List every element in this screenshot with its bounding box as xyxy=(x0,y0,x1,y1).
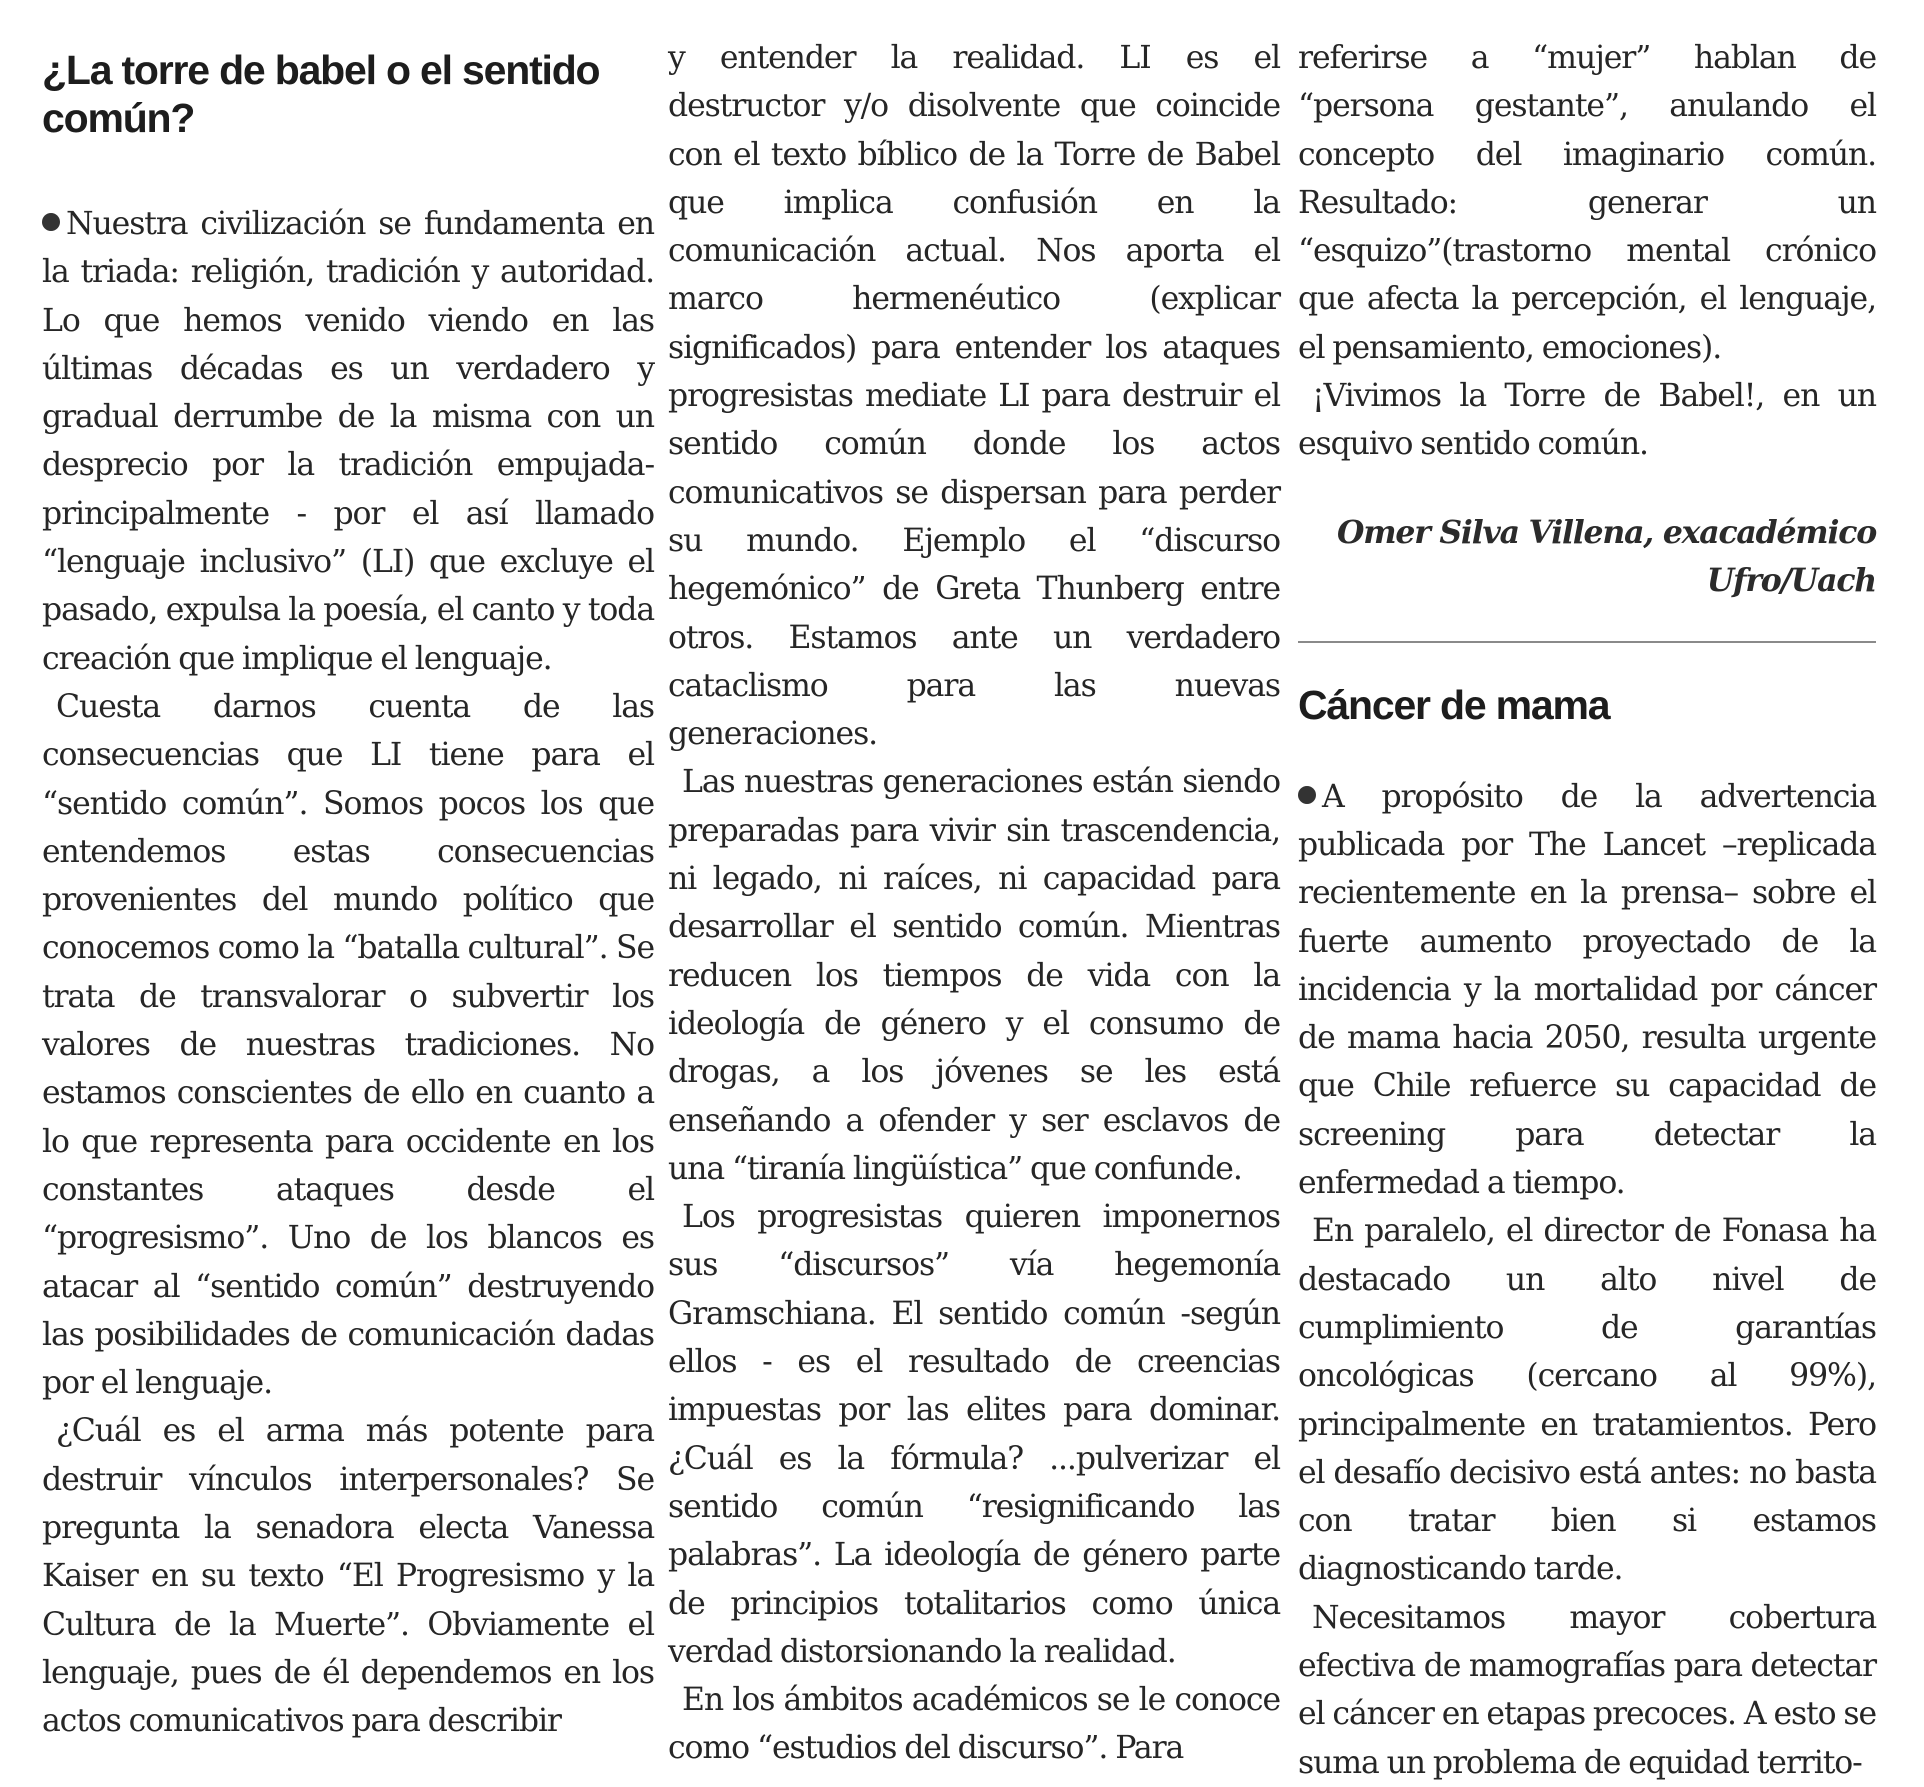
letter-1-paragraph: ¿Cuál es el arma más potente para destruir vínculos interpersonales? Se pregunta la senadora electa Vanessa Kaiser en su texto “El Progresismo y la Cultura de la Muerte”. Obviamente el lenguaje, pues de él dependemos en los actos comunicativos para describir xyxy=(42,1413,654,1740)
letter-2-paragraph: Necesitamos mayor cobertura efectiva de mamografías para detectar el cáncer en etapas precoces. A esto se suma un problema de equidad territo- xyxy=(1298,1599,1876,1781)
letter-1-paragraph: ¡Vivimos la Torre de Babel!, en un esquivo sentido común. xyxy=(1298,378,1876,463)
section-divider xyxy=(1298,641,1876,643)
letter-1-paragraph: En los ámbitos académicos se le conoce como “estudios del discurso”. Para xyxy=(668,1682,1280,1767)
letter-1-paragraph: Los progresistas quieren imponernos sus “discursos” vía hegemonía Gramschiana. El sentido común -según ellos - es el resultado de creencias impuestas por las elites para dominar. ¿Cuál es la fórmula? ...pulverizar el sentido común “resignificando las palabras”. La ideología de género parte de principios totalitarios como única verdad distorsionando la realidad. xyxy=(668,1199,1280,1670)
letter-1-paragraph: Cuesta darnos cuenta de las consecuencias que LI tiene para el “sentido común”. Somos pocos los que entendemos estas consecuencias provenientes del mundo político que conocemos como la “batalla cultural”. Se trata de transvalorar o subvertir los valores de nuestras tradiciones. No estamos conscientes de ello en cuanto a lo que representa para occidente en los constantes ataques desde el “progresismo”. Uno de los blancos es atacar al “sentido común” destruyendo las posibilidades de comunicación dadas por el lenguaje. xyxy=(42,688,654,1402)
bullet-icon xyxy=(1298,786,1316,804)
letter-2-paragraph xyxy=(1298,773,1876,1208)
bullet-icon xyxy=(42,213,60,231)
paragraph-text: A propósito de la advertencia publicada por The Lancet –replicada recientemente en la prensa– sobre el fuerte aumento proyectado de la incidencia y la mortalidad por cáncer de mama hacia 2050, resulta urgente que Chile refuerce su capacidad de screening para detectar la enfermedad a tiempo. xyxy=(1298,778,1876,1202)
letter-1-paragraph: y entender la realidad. LI es el destructor y/o disolvente que coincide con el texto bíblico de la Torre de Babel que implica confusión en la comunicación actual. Nos aporta el marco hermenéutico (explicar significados) para entender los ataques progresistas mediate LI para destruir el sentido común donde los actos comunicativos se dispersan para perder su mundo. Ejemplo el “discurso hegemónico” de Greta Thunberg entre otros. Estamos ante un verdadero cataclismo para las nuevas generaciones. xyxy=(668,40,1280,753)
letter-1-paragraph: Las nuestras generaciones están siendo preparadas para vivir sin trascendencia, ni legado, ni raíces, ni capacidad para desarrollar el sentido común. Mientras reducen los tiempos de vida con la ideología de género y el consumo de drogas, a los jóvenes se les está enseñando a ofender y ser esclavos de una “tiranía lingüística” que confunde. xyxy=(668,764,1280,1187)
signature-author: Omer Silva Villena, exacadémico xyxy=(1337,513,1876,551)
column-1 xyxy=(42,34,654,1746)
column-2 xyxy=(668,34,1280,1773)
letter-1-paragraph xyxy=(42,200,654,683)
letter-2-paragraph: En paralelo, el director de Fonasa ha destacado un alto nivel de cumplimiento de garantías oncológicas (cercano al 99%), principalmente en tratamientos. Pero el desafío decisivo está antes: no basta con tratar bien si estamos diagnosticando tarde. xyxy=(1298,1213,1876,1588)
letter-1-headline: ¿La torre de babel o el sentido común? xyxy=(42,47,600,141)
letter-1-signature xyxy=(1298,509,1876,605)
letter-2-headline: Cáncer de mama xyxy=(1298,681,1610,728)
letter-1-paragraph: referirse a “mujer” hablan de “persona gestante”, anulando el concepto del imaginario común. Resultado: generar un “esquizo”(trastorno mental crónico que afecta la percepción, el lenguaje, el pensamiento, emociones). xyxy=(1298,40,1876,366)
paragraph-text: Nuestra civilización se fundamenta en la triada: religión, tradición y autoridad. Lo que hemos venido viendo en las últimas décadas es un verdadero y gradual derrumbe de la misma con un desprecio por la tradición empujada- principalmente - por el así llamado “lenguaje inclusivo” (LI) que excluye el pasado, expulsa la poesía, el canto y toda creación que implique el lenguaje. xyxy=(42,206,654,677)
column-3 xyxy=(1298,34,1876,1787)
signature-affiliation: Ufro/Uach xyxy=(1706,561,1876,599)
